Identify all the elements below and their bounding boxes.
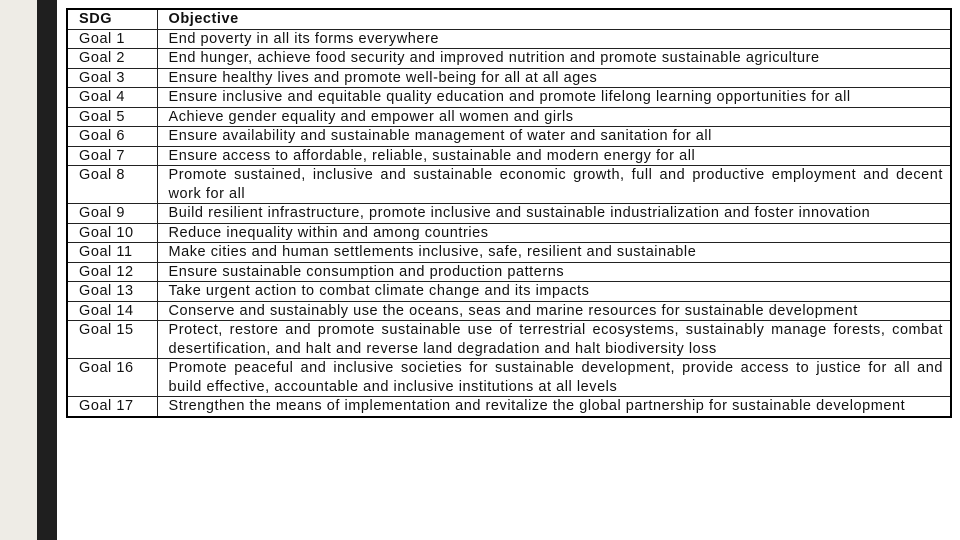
goal-cell: Goal 9	[67, 204, 157, 224]
sdg-table	[66, 8, 952, 418]
goal-cell: Goal 1	[67, 29, 157, 49]
objective-cell: Ensure healthy lives and promote well-being for all at all ages	[157, 68, 951, 88]
objective-cell: Strengthen the means of implementation and revitalize the global partnership for sustainable development	[157, 397, 951, 417]
objective-cell: Promote sustained, inclusive and sustainable economic growth, full and productive employment and decent work for all	[157, 166, 951, 204]
header-sdg: SDG	[67, 9, 157, 29]
table-row	[67, 107, 951, 127]
objective-cell: Achieve gender equality and empower all women and girls	[157, 107, 951, 127]
table-row	[67, 68, 951, 88]
goal-cell: Goal 3	[67, 68, 157, 88]
objective-cell: Protect, restore and promote sustainable use of terrestrial ecosystems, sustainably manage forests, combat desertification, and halt and reverse land degradation and halt biodiversity loss	[157, 321, 951, 359]
table-row	[67, 359, 951, 397]
goal-cell: Goal 4	[67, 88, 157, 108]
goal-cell: Goal 16	[67, 359, 157, 397]
objective-cell: Make cities and human settlements inclusive, safe, resilient and sustainable	[157, 243, 951, 263]
table-body	[67, 29, 951, 417]
goal-cell: Goal 13	[67, 282, 157, 302]
objective-cell: Take urgent action to combat climate change and its impacts	[157, 282, 951, 302]
table-row	[67, 88, 951, 108]
table-row	[67, 204, 951, 224]
table-header-row	[67, 9, 951, 29]
table-row	[67, 29, 951, 49]
table-row	[67, 282, 951, 302]
goal-cell: Goal 15	[67, 321, 157, 359]
objective-cell: End poverty in all its forms everywhere	[157, 29, 951, 49]
table-row	[67, 146, 951, 166]
objective-cell: Ensure availability and sustainable management of water and sanitation for all	[157, 127, 951, 147]
objective-cell: Conserve and sustainably use the oceans, seas and marine resources for sustainable development	[157, 301, 951, 321]
goal-cell: Goal 14	[67, 301, 157, 321]
objective-cell: Ensure inclusive and equitable quality education and promote lifelong learning opportunities for all	[157, 88, 951, 108]
goal-cell: Goal 8	[67, 166, 157, 204]
header-objective: Objective	[157, 9, 951, 29]
table-row	[67, 223, 951, 243]
table-row	[67, 262, 951, 282]
table-row	[67, 127, 951, 147]
goal-cell: Goal 5	[67, 107, 157, 127]
table-row	[67, 49, 951, 69]
objective-cell: Ensure access to affordable, reliable, sustainable and modern energy for all	[157, 146, 951, 166]
table-row	[67, 397, 951, 417]
table-row	[67, 166, 951, 204]
goal-cell: Goal 6	[67, 127, 157, 147]
goal-cell: Goal 2	[67, 49, 157, 69]
objective-cell: Reduce inequality within and among countries	[157, 223, 951, 243]
slide-left-margin	[0, 0, 37, 540]
goal-cell: Goal 7	[67, 146, 157, 166]
goal-cell: Goal 10	[67, 223, 157, 243]
table-row	[67, 243, 951, 263]
goal-cell: Goal 12	[67, 262, 157, 282]
objective-cell: Ensure sustainable consumption and production patterns	[157, 262, 951, 282]
objective-cell: Promote peaceful and inclusive societies for sustainable development, provide access to justice for all and build effective, accountable and inclusive institutions at all levels	[157, 359, 951, 397]
objective-cell: End hunger, achieve food security and improved nutrition and promote sustainable agriculture	[157, 49, 951, 69]
objective-cell: Build resilient infrastructure, promote inclusive and sustainable industrialization and foster innovation	[157, 204, 951, 224]
goal-cell: Goal 11	[67, 243, 157, 263]
table-row	[67, 321, 951, 359]
slide-accent-bar	[37, 0, 57, 540]
table-row	[67, 301, 951, 321]
goal-cell: Goal 17	[67, 397, 157, 417]
